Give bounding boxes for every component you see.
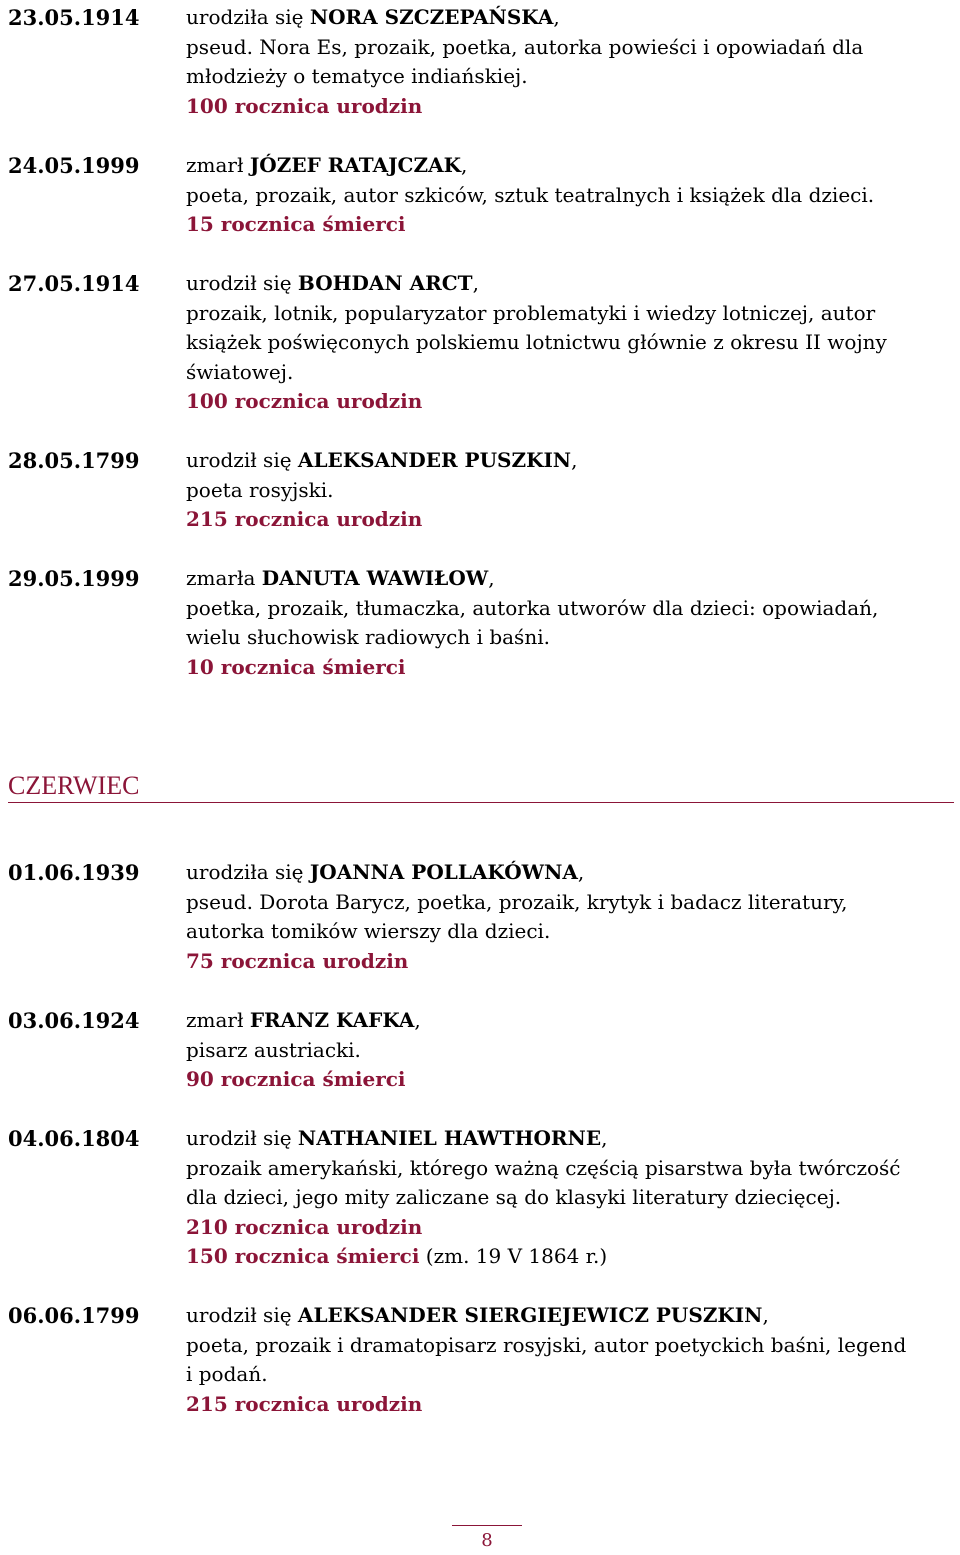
anniversary-label: 215 rocznica urodzin	[186, 507, 423, 531]
entry-anniversary	[186, 653, 956, 683]
entry-person-name: JÓZEF RATAJCZAK	[249, 153, 461, 177]
entry-verb: urodził się	[186, 448, 292, 472]
entry-person-name: NATHANIEL HAWTHORNE	[297, 1126, 602, 1150]
entry-body	[186, 1301, 956, 1419]
entry-person-name: BOHDAN ARCT	[297, 271, 473, 295]
entry-person-name: JOANNA POLLAKÓWNA	[309, 860, 578, 884]
entry-body	[186, 1124, 956, 1272]
entry-anniversary	[186, 947, 956, 977]
entry-description-line: prozaik, lotnik, popularyzator problematyki i wiedzy lotniczej, autor	[186, 300, 876, 325]
entry-date: 24.05.1999	[8, 153, 140, 178]
entry-verb: zmarł	[186, 153, 244, 177]
anniversary-label: 90 rocznica śmierci	[186, 1067, 406, 1091]
entry-anniversary	[186, 1242, 956, 1272]
entry-description-line: poeta, prozaik i dramatopisarz rosyjski, autor poetyckich baśni, legend	[186, 1332, 907, 1357]
entry-description-line: dla dzieci, jego mity zaliczane są do klasyki literatury dziecięcej.	[186, 1185, 842, 1209]
entry-verb: urodziła się	[186, 5, 304, 29]
footer-rule	[452, 1525, 522, 1526]
entry-date: 28.05.1799	[8, 448, 140, 473]
anniversary-label: 150 rocznica śmierci	[186, 1244, 420, 1268]
entry-person-name: ALEKSANDER PUSZKIN	[297, 448, 572, 472]
entry-description-line: poeta, prozaik, autor szkiców, sztuk teatralnych i książek dla dzieci.	[186, 182, 875, 207]
entry-headline: urodziła się NORA SZCZEPAŃSKA,	[186, 5, 560, 29]
anniversary-label: 215 rocznica urodzin	[186, 1391, 423, 1416]
anniversary-label: 100 rocznica urodzin	[186, 93, 423, 118]
entry-verb: urodził się	[186, 1126, 292, 1150]
entry-date: 27.05.1914	[8, 271, 140, 296]
anniversary-label: 210 rocznica urodzin	[186, 1214, 423, 1239]
entry-headline: urodził się ALEKSANDER PUSZKIN,	[186, 448, 578, 472]
entry-description-line: światowej.	[186, 359, 294, 384]
entry-headline: urodził się BOHDAN ARCT,	[186, 271, 479, 295]
entry-description-line: autorka tomików wierszy dla dzieci.	[186, 919, 551, 943]
entry-anniversary	[186, 1213, 956, 1243]
entry-description-line: i podań.	[186, 1362, 268, 1386]
entry-verb: urodził się	[186, 1303, 292, 1327]
entry-description-line: pseud. Dorota Barycz, poetka, prozaik, krytyk i badacz literatury,	[186, 889, 848, 914]
entry-date: 04.06.1804	[8, 1126, 140, 1151]
calendar-entry	[8, 1124, 958, 1272]
calendar-entry	[8, 858, 958, 976]
entry-person-name: DANUTA WAWIŁOW	[261, 566, 489, 590]
calendar-entry	[8, 3, 958, 121]
entry-date: 01.06.1939	[8, 860, 140, 885]
entry-description-line: młodzieży o tematyce indiańskiej.	[186, 64, 528, 88]
page-number: 8	[481, 1530, 493, 1551]
entry-date: 06.06.1799	[8, 1303, 140, 1328]
calendar-entry	[8, 151, 958, 240]
entry-verb: urodziła się	[186, 860, 304, 884]
entry-body	[186, 1006, 956, 1095]
entry-anniversary	[186, 92, 956, 122]
entry-body	[186, 151, 956, 240]
entry-anniversary	[186, 1065, 956, 1095]
entry-verb: zmarł	[186, 1008, 244, 1032]
entry-description-line: pseud. Nora Es, prozaik, poetka, autorka powieści i opowiadań dla	[186, 34, 864, 59]
calendar-entry	[8, 1006, 958, 1095]
entry-headline: urodził się NATHANIEL HAWTHORNE,	[186, 1126, 608, 1150]
entry-anniversary	[186, 210, 956, 240]
entry-headline: zmarł FRANZ KAFKA,	[186, 1008, 421, 1032]
entry-headline: urodził się ALEKSANDER SIERGIEJEWICZ PUSZKIN,	[186, 1303, 769, 1327]
entry-body	[186, 446, 956, 535]
calendar-entry	[8, 564, 958, 682]
entry-person-name: ALEKSANDER SIERGIEJEWICZ PUSZKIN	[297, 1303, 763, 1327]
section-heading-june: CZERWIEC	[8, 770, 954, 803]
entry-description-line: poeta rosyjski.	[186, 477, 334, 502]
entry-headline: zmarła DANUTA WAWIŁOW,	[186, 566, 495, 590]
entry-verb: urodził się	[186, 271, 292, 295]
anniversary-label: 15 rocznica śmierci	[186, 212, 406, 236]
calendar-entry	[8, 1301, 958, 1419]
calendar-entry	[8, 446, 958, 535]
entry-anniversary	[186, 505, 956, 535]
entry-date: 29.05.1999	[8, 566, 140, 591]
anniversary-label: 75 rocznica urodzin	[186, 948, 409, 973]
entry-description-line: pisarz austriacki.	[186, 1037, 361, 1062]
entry-person-name: NORA SZCZEPAŃSKA	[309, 5, 554, 29]
entry-headline: zmarł JÓZEF RATAJCZAK,	[186, 153, 468, 177]
anniversary-label: 10 rocznica śmierci	[186, 654, 406, 679]
entry-date: 23.05.1914	[8, 5, 140, 30]
calendar-entry	[8, 269, 958, 417]
entry-anniversary	[186, 1390, 956, 1420]
entry-body	[186, 564, 956, 682]
entry-body	[186, 858, 956, 976]
entry-description-line: wielu słuchowisk radiowych i baśni.	[186, 625, 550, 649]
entry-body	[186, 3, 956, 121]
entry-headline: urodziła się JOANNA POLLAKÓWNA,	[186, 860, 585, 884]
entry-verb: zmarła	[186, 566, 256, 590]
entry-date: 03.06.1924	[8, 1008, 140, 1033]
entry-description-line: poetka, prozaik, tłumaczka, autorka utworów dla dzieci: opowiadań,	[186, 595, 879, 620]
entry-description-line: prozaik amerykański, którego ważną częścią pisarstwa była twórczość	[186, 1155, 901, 1180]
entry-description-line: książek poświęconych polskiemu lotnictwu głównie z okresu II wojny	[186, 330, 887, 354]
anniversary-label: 100 rocznica urodzin	[186, 389, 423, 413]
entry-anniversary	[186, 387, 956, 417]
entry-person-name: FRANZ KAFKA	[249, 1008, 415, 1032]
anniversary-note: (zm. 19 V 1864 r.)	[419, 1244, 608, 1268]
entry-body	[186, 269, 956, 417]
